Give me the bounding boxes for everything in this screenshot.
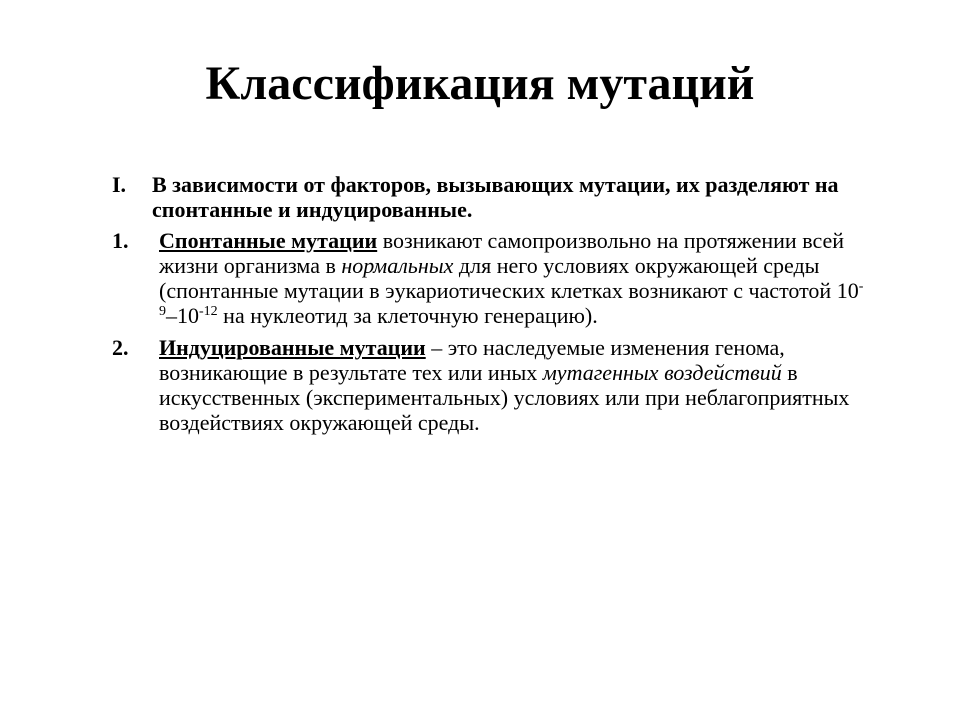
- item-text: на нуклеотид за клеточную генерацию).: [217, 303, 598, 328]
- section-1: [112, 172, 932, 442]
- list-item-spontaneous: [112, 228, 879, 328]
- list-item-induced: [112, 335, 879, 435]
- item-text: в искусственных (экспериментальных) условиях или при неблагоприятных воздействиях окружающей среды.: [159, 360, 850, 435]
- section-number: I.: [112, 172, 127, 197]
- item-emphasis: нормальных: [341, 253, 454, 278]
- exponent: -9: [159, 279, 864, 319]
- items-list: [112, 228, 932, 435]
- item-number: 2.: [112, 335, 129, 360]
- slide-title: Классификация мутаций: [205, 57, 755, 110]
- section-heading-text: В зависимости от факторов, вызывающих мутации, их разделяют на спонтанные и индуцированные.: [152, 172, 839, 222]
- section-heading: [112, 172, 932, 222]
- item-text: для него условиях окружающей среды (спонтанные мутации в эукариотических клетках возникают с частотой 10: [159, 253, 859, 303]
- item-text: –10: [166, 303, 199, 328]
- item-text: возникают самопроизвольно на протяжении всей жизни организма в: [159, 228, 845, 278]
- item-number: 1.: [112, 228, 129, 253]
- exponent: -12: [199, 304, 218, 319]
- item-term: Индуцированные мутации: [159, 335, 426, 360]
- item-term: Спонтанные мутации: [159, 228, 378, 253]
- item-text: – это наследуемые изменения генома, возникающие в результате тех или иных: [159, 335, 785, 385]
- item-emphasis: мутагенных воздействий: [542, 360, 782, 385]
